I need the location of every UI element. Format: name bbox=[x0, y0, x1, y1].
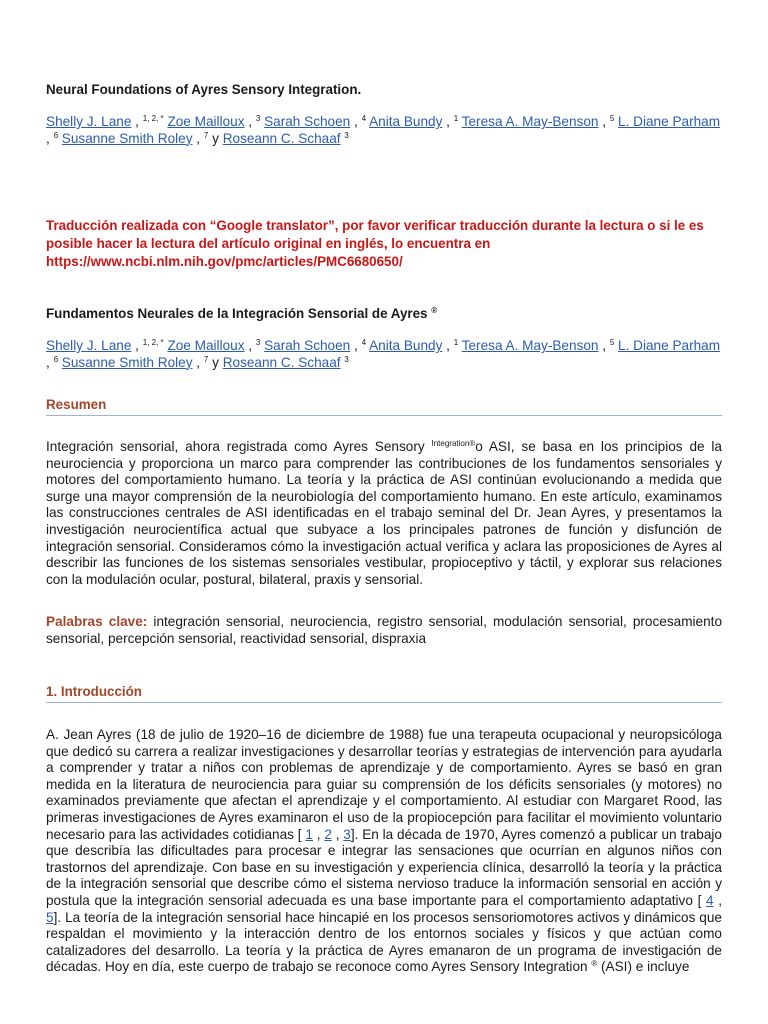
author-link[interactable]: L. Diane Parham bbox=[618, 114, 721, 129]
author-list-es bbox=[46, 338, 722, 371]
affiliation-sup: 7 bbox=[203, 354, 209, 364]
registered-mark: ® bbox=[591, 959, 598, 969]
abstract-paragraph bbox=[46, 439, 722, 588]
reference-link[interactable]: 4 bbox=[706, 892, 714, 908]
affiliation-sup: 5 bbox=[609, 338, 615, 347]
separator: , bbox=[192, 130, 204, 146]
separator: y bbox=[208, 130, 223, 146]
separator: , bbox=[598, 338, 610, 353]
keywords-paragraph bbox=[46, 614, 722, 647]
author-link[interactable]: Zoe Mailloux bbox=[167, 114, 245, 129]
separator: , bbox=[598, 114, 610, 129]
affiliation-sup: 3 bbox=[344, 354, 349, 364]
author-link[interactable]: Roseann C. Schaaf bbox=[222, 354, 341, 370]
intro-text: A. Jean Ayres (18 de julio de 1920–16 de diciembre de 1988) fue una terapeuta ocupacional y neuropsicóloga que dedicó su carrera a realizar investigaciones y desarrollar teorías y estrategias de intervención para ayudarla a comprender y tratar a niños con problemas de aprendizaje y de comportamiento. Ayres se basó en gran medida en la literatura de neurociencia para guiar su comprensión de los déficits sensoriales (y motores) no examinados previamente que afectan el aprendizaje y el comportamiento. Al estudiar con Margaret Rood, las primeras investigaciones de Ayres examinaron el uso de la propiocepción para facilitar el movimiento voluntario necesario para las actividades cotidianas [ bbox=[46, 727, 722, 842]
author-link[interactable]: Shelly J. Lane bbox=[46, 114, 132, 129]
registered-mark: Integration® bbox=[431, 439, 476, 448]
affiliation-sup: 1, 2, * bbox=[142, 338, 164, 347]
affiliation-sup: 1 bbox=[453, 114, 459, 123]
separator: , bbox=[192, 354, 204, 370]
author-list-en bbox=[46, 114, 722, 147]
affiliation-sup: 3 bbox=[255, 338, 261, 347]
affiliation-sup: 7 bbox=[203, 130, 209, 140]
section-divider bbox=[46, 702, 722, 703]
author-link[interactable]: Anita Bundy bbox=[369, 114, 443, 129]
title-text: Fundamentos Neurales de la Integración Sensorial de Ayres bbox=[46, 306, 428, 321]
affiliation-sup: 3 bbox=[344, 130, 349, 140]
affiliation-sup: 3 bbox=[255, 114, 261, 123]
separator: , bbox=[442, 338, 454, 353]
affiliation-sup: 1 bbox=[453, 338, 459, 347]
separator: , bbox=[312, 826, 325, 842]
reference-link[interactable]: 3 bbox=[343, 826, 351, 842]
separator: , bbox=[350, 338, 362, 353]
separator: , bbox=[713, 892, 722, 908]
separator: , bbox=[244, 114, 256, 129]
intro-text: ]. En la década de 1970, Ayres comenzó a publicar un trabajo que describía las dificultades para procesar e integrar las sensaciones que ocurrían en algunos niños con trastornos del aprendizaje. Con base en su investigación y experiencia clínica, desarrolló la teoría y la práctica de la integración sensorial que describe cómo el sistema nervioso traduce la información sensorial en acción y postula que la integración sensorial adecuada es una base importante para el comportamiento adaptativo [ bbox=[46, 826, 722, 908]
affiliation-sup: 4 bbox=[361, 338, 367, 347]
article-title-en: Neural Foundations of Ayres Sensory Integration. bbox=[46, 82, 362, 97]
author-link[interactable]: Sarah Schoen bbox=[264, 338, 351, 353]
separator: , bbox=[331, 826, 344, 842]
affiliation-sup: 1, 2, * bbox=[142, 114, 164, 123]
intro-text: (ASI) e incluye bbox=[597, 959, 690, 975]
separator: , bbox=[244, 338, 256, 353]
section-divider bbox=[46, 415, 722, 416]
separator: y bbox=[208, 354, 223, 370]
abstract-text: o ASI, se basa en los principios de la neurociencia y proporciona un marco para comprender las contribuciones de los fundamentos sensoriales y motores del comportamiento humano. La teoría y la práctica de ASI continúan evolucionando a medida que surge una mayor comprensión de la neurobiología del comportamiento humano. En este artículo, examinamos las construcciones centrales de ASI identificadas en el trabajo seminal del Dr. Jean Ayres, y presentamos la investigación neurocientífica actual que subyace a los principales patrones de función y disfunción de integración sensorial. Consideramos cómo la investigación actual verifica y aclara las proposiciones de Ayres al describir las funciones de los sistemas sensoriales vestibular, propioceptivo y táctil, y explorar sus relaciones con la modulación ocular, postural, bilateral, praxis y sensorial. bbox=[46, 439, 722, 587]
reference-link[interactable]: 5 bbox=[46, 909, 54, 925]
registered-mark: ® bbox=[431, 306, 438, 315]
separator: , bbox=[46, 354, 54, 370]
translation-notice: Traducción realizada con “Google translator”, por favor verificar traducción durante la lectura o si le es posible hacer la lectura del artículo original en inglés, lo encuentra en https://www.ncbi.nlm.nih.gov/pmc/articles/PMC6680650/ bbox=[46, 218, 704, 269]
affiliation-sup: 5 bbox=[609, 114, 615, 123]
author-link[interactable]: Sarah Schoen bbox=[264, 114, 351, 129]
abstract-text: Integración sensorial, ahora registrada como Ayres Sensory bbox=[46, 439, 432, 454]
affiliation-sup: 6 bbox=[53, 130, 59, 140]
intro-paragraph bbox=[46, 727, 722, 976]
author-link[interactable]: Teresa A. May-Benson bbox=[461, 114, 599, 129]
author-link[interactable]: Zoe Mailloux bbox=[167, 338, 245, 353]
reference-link[interactable]: 1 bbox=[305, 826, 313, 842]
keywords-text: integración sensorial, neurociencia, registro sensorial, modulación sensorial, procesamiento sensorial, percepción sensorial, reactividad sensorial, dispraxia bbox=[46, 614, 723, 646]
author-link[interactable]: Shelly J. Lane bbox=[46, 338, 132, 353]
author-link[interactable]: Susanne Smith Roley bbox=[61, 130, 193, 146]
affiliation-sup: 6 bbox=[53, 354, 59, 364]
keywords-label: Palabras clave: bbox=[46, 614, 148, 629]
intro-text: ]. La teoría de la integración sensorial hace hincapié en los procesos sensoriomotores activos y dinámicos que respaldan el movimiento y la interacción dentro de los entornos sociales y físicos y que actúan como catalizadores del desarrollo. La teoría y la práctica de Ayres emanaron de un programa de investigación de décadas. Hoy en día, este cuerpo de trabajo se reconoce como Ayres Sensory Integration bbox=[46, 909, 722, 975]
author-link[interactable]: Teresa A. May-Benson bbox=[461, 338, 599, 353]
separator: , bbox=[442, 114, 454, 129]
separator: , bbox=[131, 114, 143, 129]
author-link[interactable]: Roseann C. Schaaf bbox=[222, 130, 341, 146]
author-link[interactable]: L. Diane Parham bbox=[618, 338, 721, 353]
article-title-es bbox=[46, 306, 722, 323]
author-link[interactable]: Anita Bundy bbox=[369, 338, 443, 353]
reference-link[interactable]: 2 bbox=[324, 826, 332, 842]
resumen-heading: Resumen bbox=[46, 397, 107, 412]
intro-heading: 1. Introducción bbox=[46, 684, 142, 699]
author-link[interactable]: Susanne Smith Roley bbox=[61, 354, 193, 370]
separator: , bbox=[131, 338, 143, 353]
separator: , bbox=[46, 130, 54, 146]
affiliation-sup: 4 bbox=[361, 114, 367, 123]
separator: , bbox=[350, 114, 362, 129]
